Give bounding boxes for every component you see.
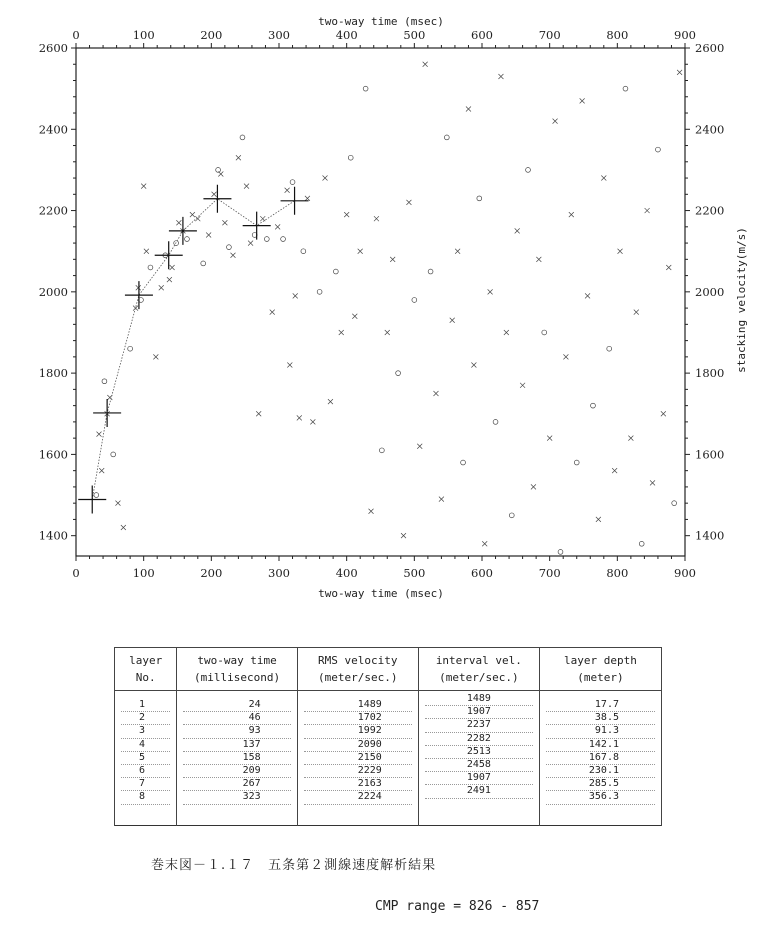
table-body-row [115,691,662,826]
velocity-pick-marker [155,241,183,269]
column-interval [418,691,539,826]
semblance-marker [574,460,579,465]
semblance-marker [148,265,153,270]
column-layer [115,691,177,826]
table-cell-time: 267 [183,778,290,791]
semblance-marker [297,415,302,420]
semblance-marker [482,541,487,546]
semblance-marker [348,155,353,160]
table-header-row [115,648,662,691]
semblance-marker [206,232,211,237]
semblance-marker [244,184,249,189]
semblance-marker [281,237,286,242]
semblance-marker [176,220,181,225]
table-cell-time: 46 [183,712,290,725]
x-tick-label-bottom: 700 [538,566,561,580]
semblance-marker [461,460,466,465]
table-cell-depth: 142.1 [546,739,655,752]
table-cell-rms: 1992 [304,725,412,738]
velocity-pick-marker [125,281,153,309]
table-cell-interval: 2282 [425,733,533,746]
x-tick-label-bottom: 400 [335,566,358,580]
table-cell-layer: 2 [121,712,170,725]
table-cell-layer: 7 [121,778,170,791]
table-cell-depth: 285.5 [546,778,655,791]
semblance-marker [520,383,525,388]
velocity-function-line [92,199,294,500]
semblance-marker [596,517,601,522]
semblance-marker [328,399,333,404]
table-cell-depth: 17.7 [546,699,655,712]
semblance-marker [553,119,558,124]
semblance-marker [428,269,433,274]
semblance-marker [526,168,531,173]
semblance-marker [396,371,401,376]
semblance-marker [159,285,164,290]
semblance-marker [666,265,671,270]
axis-ticks [39,28,725,580]
semblance-marker [264,237,269,242]
semblance-marker [167,277,172,282]
semblance-marker [248,241,253,246]
semblance-marker [401,533,406,538]
semblance-marker [236,155,241,160]
semblance-marker [423,62,428,67]
table-cell-time: 209 [183,765,290,778]
velocity-pick-marker [203,185,231,213]
y-tick-label-left: 1400 [38,528,68,543]
y-tick-label-right: 2400 [695,122,725,137]
x-tick-label-top: 800 [606,28,629,42]
semblance-marker [201,261,206,266]
semblance-marker [634,310,639,315]
table-cell-rms: 2090 [304,739,412,752]
y-tick-label-right: 1600 [695,447,725,462]
semblance-marker [195,216,200,221]
y-axis-label: stacking velocity(m/s) [735,227,748,373]
table-cell-rms: 1702 [304,712,412,725]
x-tick-label-top: 500 [403,28,426,42]
header-rms: RMS velocity (meter/sec.) [297,648,418,691]
x-tick-label-top: 600 [471,28,493,42]
semblance-marker [661,411,666,416]
y-tick-label-left: 2600 [38,41,68,55]
x-tick-label-bottom: 500 [403,566,426,580]
velocity-picks [78,185,308,514]
x-axis-label-bottom: two-way time (msec) [318,587,444,600]
semblance-marker [628,436,633,441]
semblance-marker [656,147,661,152]
y-tick-label-left: 2200 [38,203,68,218]
y-tick-label-left: 2400 [38,122,68,137]
figure-caption: 巻末図－１.１７ 五条第２測線速度解析結果 [151,858,437,873]
y-tick-label-right: 1800 [695,366,725,381]
semblance-marker [444,135,449,140]
semblance-marker [385,330,390,335]
x-tick-label-top: 400 [335,28,358,42]
semblance-marker [285,188,290,193]
x-tick-label-top: 300 [268,28,290,42]
semblance-marker [305,196,310,201]
header-layer: layer No. [115,648,177,691]
semblance-marker [352,314,357,319]
semblance-marker [270,310,275,315]
semblance-marker [339,330,344,335]
semblance-marker [547,436,552,441]
semblance-marker [493,419,498,424]
table-cell-rms: 2229 [304,765,412,778]
table-cell-layer: 1 [121,699,170,712]
semblance-marker [406,200,411,205]
semblance-marker [390,257,395,262]
x-tick-label-bottom: 600 [471,566,493,580]
semblance-marker [94,493,99,498]
plot-frame [76,48,685,556]
semblance-marker [287,362,292,367]
semblance-marker [363,86,368,91]
table-cell-time: 24 [183,699,290,712]
x-tick-label-top: 0 [72,28,80,42]
x-tick-label-top: 700 [538,28,561,42]
semblance-marker [585,293,590,298]
semblance-marker [144,249,149,254]
semblance-marker [623,86,628,91]
semblance-marker [607,346,612,351]
header-interval: interval vel. (meter/sec.) [418,648,539,691]
semblance-marker [477,196,482,201]
semblance-marker [240,135,245,140]
table-cell-depth: 91.3 [546,725,655,738]
semblance-marker [121,525,126,530]
semblance-marker [185,237,190,242]
semblance-marker [230,253,235,258]
table-cell-depth: 356.3 [546,791,655,804]
semblance-marker [417,444,422,449]
semblance-marker [344,212,349,217]
y-tick-label-right: 2600 [695,41,725,55]
semblance-marker [563,354,568,359]
x-tick-label-top: 900 [674,28,696,42]
table-cell-rms: 2150 [304,752,412,765]
table-cell-rms: 2224 [304,791,412,804]
semblance-marker [612,468,617,473]
semblance-marker [136,285,141,290]
semblance-marker [412,298,417,303]
semblance-marker [580,98,585,103]
x-axis-label-top: two-way time (msec) [318,15,444,28]
y-tick-label-left: 1600 [38,447,68,462]
y-tick-label-right: 2000 [695,284,725,299]
semblance-marker [645,208,650,213]
table-cell-interval: 1907 [425,772,533,785]
x-tick-label-top: 100 [132,28,155,42]
semblance-marker [531,484,536,489]
semblance-marker [275,224,280,229]
semblance-marker [256,411,261,416]
semblance-marker [99,468,104,473]
semblance-marker [569,212,574,217]
x-tick-label-bottom: 0 [72,566,80,580]
semblance-marker [190,212,195,217]
table-cell-interval: 2513 [425,746,533,759]
semblance-marker [222,220,227,225]
semblance-marker [333,269,338,274]
semblance-marker [558,550,563,555]
table-cell-interval: 1489 [425,693,533,706]
semblance-marker [218,171,223,176]
header-depth: layer depth (meter) [539,648,661,691]
table-cell-layer: 8 [121,791,170,804]
x-tick-label-bottom: 800 [606,566,629,580]
semblance-marker [450,318,455,323]
y-tick-label-left: 1800 [38,366,68,381]
table-cell-depth: 38.5 [546,712,655,725]
table-cell-rms: 1489 [304,699,412,712]
semblance-marker [677,70,682,75]
semblance-marker [141,184,146,189]
table-cell-layer: 4 [121,739,170,752]
semblance-marker [317,289,322,294]
x-tick-label-bottom: 100 [132,566,155,580]
velocity-pick-marker [243,212,271,240]
semblance-marker [379,448,384,453]
table-cell-layer: 5 [121,752,170,765]
semblance-marker [97,432,102,437]
x-tick-label-bottom: 300 [268,566,290,580]
table-cell-interval: 2458 [425,759,533,772]
column-depth [539,691,661,826]
table-cell-time: 93 [183,725,290,738]
semblance-marker [455,249,460,254]
semblance-marker [471,362,476,367]
semblance-marker [542,330,547,335]
semblance-marker [466,106,471,111]
column-time [177,691,297,826]
semblance-marker [260,216,265,221]
semblance-marker [128,346,133,351]
semblance-marker [216,168,221,173]
semblance-marker [672,501,677,506]
semblance-marker [170,265,175,270]
semblance-marker [618,249,623,254]
semblance-marker [488,289,493,294]
semblance-marker [323,176,328,181]
semblance-marker [498,74,503,79]
table-cell-time: 323 [183,791,290,804]
semblance-marker [301,249,306,254]
velocity-pick-marker [78,486,106,514]
semblance-markers [94,62,682,555]
semblance-marker [153,354,158,359]
velocity-pick-marker [93,399,121,427]
semblance-marker [650,480,655,485]
semblance-marker [227,245,232,250]
x-tick-label-bottom: 200 [200,566,223,580]
table-cell-rms: 2163 [304,778,412,791]
x-tick-label-top: 200 [200,28,223,42]
semblance-marker [290,180,295,185]
semblance-marker [111,452,116,457]
table-cell-interval: 2237 [425,719,533,732]
y-tick-label-right: 2200 [695,203,725,218]
velocity-pick-marker [169,217,197,245]
table-cell-time: 158 [183,752,290,765]
semblance-marker [591,403,596,408]
semblance-marker [102,379,107,384]
semblance-marker [439,497,444,502]
table-cell-depth: 167.8 [546,752,655,765]
semblance-marker [601,176,606,181]
semblance-marker [293,293,298,298]
semblance-marker [358,249,363,254]
semblance-marker [369,509,374,514]
header-time: two-way time (millisecond) [177,648,297,691]
column-rms [297,691,418,826]
table-cell-time: 137 [183,739,290,752]
y-tick-label-left: 2000 [38,284,68,299]
table-cell-interval: 1907 [425,706,533,719]
semblance-marker [115,501,120,506]
semblance-marker [509,513,514,518]
semblance-marker [515,228,520,233]
table-cell-layer: 3 [121,725,170,738]
x-tick-label-bottom: 900 [674,566,696,580]
semblance-marker [310,419,315,424]
velocity-table [114,647,662,826]
table-cell-depth: 230.1 [546,765,655,778]
semblance-marker [504,330,509,335]
velocity-pick-marker [281,187,309,215]
y-tick-label-right: 1400 [695,528,725,543]
semblance-marker [536,257,541,262]
cmp-range: CMP range = 826 - 857 [375,899,540,914]
table-cell-layer: 6 [121,765,170,778]
table-cell-interval: 2491 [425,785,533,798]
semblance-marker [374,216,379,221]
semblance-marker [212,192,217,197]
semblance-marker [639,541,644,546]
semblance-marker [433,391,438,396]
